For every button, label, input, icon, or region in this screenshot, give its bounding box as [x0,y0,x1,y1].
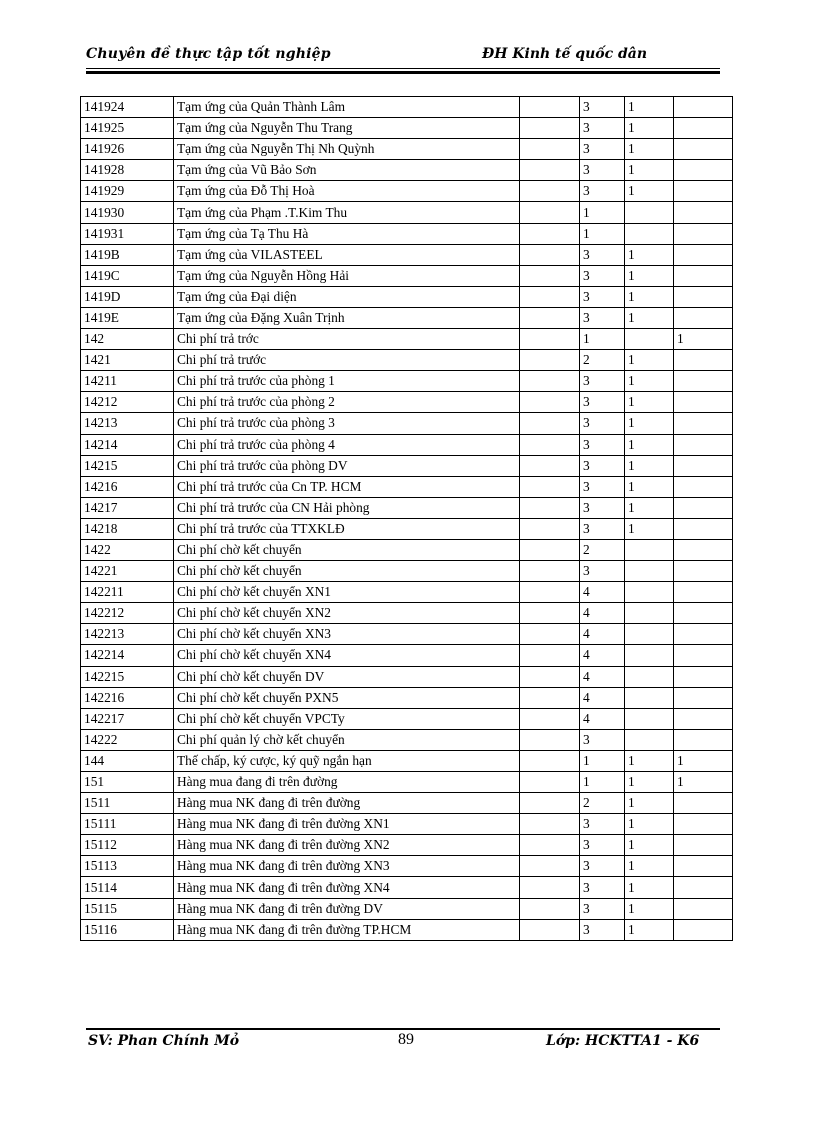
blank-cell-cell [520,118,580,139]
flag-a-cell: 1 [625,392,674,413]
table-row [81,877,733,898]
flag-a-cell [625,202,674,223]
account-name-cell: Chi phí trả trước của phòng 1 [174,371,520,392]
flag-b-cell [674,856,733,877]
blank-cell-cell [520,371,580,392]
flag-b-cell [674,476,733,497]
header-rule [86,68,720,69]
flag-a-cell [625,561,674,582]
flag-b-cell [674,898,733,919]
flag-a-cell [625,687,674,708]
flag-a-cell: 1 [625,434,674,455]
flag-a-cell: 1 [625,286,674,307]
blank-cell-cell [520,645,580,666]
account-table-wrapper [80,96,733,941]
account-code-cell: 142212 [81,603,174,624]
flag-b-cell [674,181,733,202]
account-name-cell: Hàng mua NK đang đi trên đường TP.HCM [174,919,520,940]
flag-b-cell [674,687,733,708]
account-level-cell: 3 [580,434,625,455]
flag-b-cell [674,371,733,392]
blank-cell-cell [520,265,580,286]
footer-student-name: SV: Phan Chính Mỏ [88,1033,240,1049]
flag-a-cell: 1 [625,814,674,835]
blank-cell-cell [520,666,580,687]
flag-a-cell: 1 [625,307,674,328]
table-row [81,919,733,940]
flag-a-cell: 1 [625,750,674,771]
account-level-cell: 3 [580,898,625,919]
account-level-cell: 3 [580,181,625,202]
flag-a-cell [625,582,674,603]
blank-cell-cell [520,582,580,603]
blank-cell-cell [520,814,580,835]
account-code-cell: 15111 [81,814,174,835]
flag-b-cell [674,603,733,624]
account-name-cell: Chi phí trả trước của Cn TP. HCM [174,476,520,497]
account-level-cell: 1 [580,772,625,793]
account-level-cell: 4 [580,708,625,729]
account-code-cell: 141930 [81,202,174,223]
account-code-cell: 144 [81,750,174,771]
table-row [81,729,733,750]
blank-cell-cell [520,518,580,539]
account-code-cell: 142213 [81,624,174,645]
account-level-cell: 3 [580,286,625,307]
flag-b-cell [674,624,733,645]
flag-a-cell: 1 [625,856,674,877]
account-name-cell: Chi phí chờ kết chuyển XN4 [174,645,520,666]
flag-a-cell: 1 [625,350,674,371]
account-name-cell: Tạm ứng của VILASTEEL [174,244,520,265]
account-name-cell: Tạm ứng của Phạm .T.Kim Thu [174,202,520,223]
table-row [81,518,733,539]
account-code-cell: 14216 [81,476,174,497]
account-level-cell: 4 [580,582,625,603]
flag-a-cell: 1 [625,772,674,793]
footer-rule [86,1028,720,1030]
account-code-cell: 14218 [81,518,174,539]
blank-cell-cell [520,413,580,434]
account-code-cell: 15112 [81,835,174,856]
blank-cell-cell [520,160,580,181]
account-name-cell: Chi phí chờ kết chuyển [174,561,520,582]
account-name-cell: Hàng mua NK đang đi trên đường DV [174,898,520,919]
account-level-cell: 3 [580,877,625,898]
account-name-cell: Chi phí chờ kết chuyển VPCTy [174,708,520,729]
account-code-cell: 141929 [81,181,174,202]
account-level-cell: 2 [580,793,625,814]
account-name-cell: Hàng mua NK đang đi trên đường XN2 [174,835,520,856]
flag-a-cell [625,329,674,350]
flag-b-cell [674,919,733,940]
account-level-cell: 3 [580,371,625,392]
flag-b-cell [674,645,733,666]
account-name-cell: Tạm ứng của Đặng Xuân Trịnh [174,307,520,328]
account-code-cell: 14213 [81,413,174,434]
flag-b-cell [674,518,733,539]
account-code-cell: 14222 [81,729,174,750]
flag-b-cell [674,497,733,518]
flag-b-cell [674,539,733,560]
table-row [81,329,733,350]
account-code-cell: 1511 [81,793,174,814]
blank-cell-cell [520,497,580,518]
flag-b-cell [674,434,733,455]
blank-cell-cell [520,624,580,645]
flag-a-cell: 1 [625,181,674,202]
table-row [81,139,733,160]
account-code-cell: 141926 [81,139,174,160]
blank-cell-cell [520,919,580,940]
account-code-cell: 141928 [81,160,174,181]
account-level-cell: 3 [580,413,625,434]
account-level-cell: 3 [580,244,625,265]
blank-cell-cell [520,561,580,582]
flag-a-cell [625,666,674,687]
blank-cell-cell [520,898,580,919]
flag-b-cell [674,392,733,413]
flag-a-cell: 1 [625,919,674,940]
account-level-cell: 3 [580,919,625,940]
account-level-cell: 4 [580,624,625,645]
table-row [81,265,733,286]
account-name-cell: Tạm ứng của Vũ Bảo Sơn [174,160,520,181]
account-level-cell: 4 [580,603,625,624]
table-row [81,181,733,202]
flag-a-cell [625,708,674,729]
header-thesis-title: Chuyên đề thực tập tốt nghiệp [86,46,331,62]
account-name-cell: Hàng mua NK đang đi trên đường XN3 [174,856,520,877]
account-code-cell: 141931 [81,223,174,244]
flag-b-cell [674,561,733,582]
account-code-cell: 142216 [81,687,174,708]
flag-a-cell: 1 [625,371,674,392]
header-university: ĐH Kinh tế quốc dân [482,46,648,62]
flag-b-cell [674,455,733,476]
account-name-cell: Chi phí trả trước [174,350,520,371]
account-code-cell: 15116 [81,919,174,940]
flag-a-cell: 1 [625,265,674,286]
account-level-cell: 3 [580,814,625,835]
account-code-cell: 14211 [81,371,174,392]
blank-cell-cell [520,181,580,202]
blank-cell-cell [520,729,580,750]
blank-cell-cell [520,877,580,898]
flag-a-cell: 1 [625,835,674,856]
account-code-cell: 1422 [81,539,174,560]
table-row [81,856,733,877]
table-row [81,603,733,624]
table-row [81,350,733,371]
footer-class: Lớp: HCKTTA1 - K6 [546,1033,700,1049]
flag-b-cell: 1 [674,772,733,793]
flag-a-cell: 1 [625,898,674,919]
blank-cell-cell [520,392,580,413]
account-level-cell: 3 [580,729,625,750]
blank-cell-cell [520,708,580,729]
flag-a-cell [625,603,674,624]
account-level-cell: 3 [580,97,625,118]
account-level-cell: 1 [580,202,625,223]
page-number: 89 [398,1031,414,1048]
blank-cell-cell [520,97,580,118]
account-level-cell: 3 [580,497,625,518]
table-row [81,202,733,223]
account-level-cell: 3 [580,118,625,139]
blank-cell-cell [520,539,580,560]
account-level-cell: 1 [580,223,625,244]
blank-cell-cell [520,793,580,814]
blank-cell-cell [520,772,580,793]
flag-b-cell [674,350,733,371]
account-name-cell: Chi phí chờ kết chuyển XN1 [174,582,520,603]
blank-cell-cell [520,603,580,624]
account-code-cell: 14217 [81,497,174,518]
account-code-cell: 142214 [81,645,174,666]
flag-a-cell [625,645,674,666]
account-code-cell: 14214 [81,434,174,455]
account-name-cell: Thế chấp, ký cược, ký quỹ ngắn hạn [174,750,520,771]
account-code-cell: 14212 [81,392,174,413]
table-row [81,97,733,118]
flag-a-cell: 1 [625,139,674,160]
table-row [81,814,733,835]
account-name-cell: Tạm ứng của Quản Thành Lâm [174,97,520,118]
flag-b-cell [674,307,733,328]
account-code-cell: 142211 [81,582,174,603]
account-code-cell: 1419C [81,265,174,286]
blank-cell-cell [520,750,580,771]
flag-b-cell: 1 [674,329,733,350]
flag-b-cell [674,793,733,814]
flag-b-cell [674,666,733,687]
table-row [81,413,733,434]
account-code-cell: 151 [81,772,174,793]
account-name-cell: Chi phí quản lý chờ kết chuyển [174,729,520,750]
table-row [81,455,733,476]
account-level-cell: 3 [580,835,625,856]
account-name-cell: Chi phí trả trước của phòng DV [174,455,520,476]
account-name-cell: Chi phí chờ kết chuyển DV [174,666,520,687]
account-name-cell: Tạm ứng của Nguyễn Thu Trang [174,118,520,139]
flag-b-cell [674,265,733,286]
table-row [81,434,733,455]
header-rule-thick [86,71,720,74]
account-code-cell: 141924 [81,97,174,118]
account-name-cell: Tạm ứng của Nguyễn Hồng Hải [174,265,520,286]
account-name-cell: Chi phí trả trước của phòng 4 [174,434,520,455]
table-row [81,582,733,603]
blank-cell-cell [520,476,580,497]
flag-b-cell [674,708,733,729]
flag-a-cell [625,539,674,560]
account-name-cell: Hàng mua đang đi trên đường [174,772,520,793]
table-row [81,898,733,919]
account-level-cell: 3 [580,476,625,497]
account-code-cell: 1419B [81,244,174,265]
table-row [81,793,733,814]
flag-a-cell: 1 [625,793,674,814]
account-level-cell: 2 [580,350,625,371]
account-name-cell: Chi phí trả trước của phòng 3 [174,413,520,434]
blank-cell-cell [520,286,580,307]
blank-cell-cell [520,856,580,877]
account-level-cell: 3 [580,856,625,877]
account-level-cell: 4 [580,645,625,666]
table-row [81,371,733,392]
flag-a-cell [625,624,674,645]
account-code-cell: 142215 [81,666,174,687]
table-row [81,476,733,497]
account-level-cell: 1 [580,329,625,350]
flag-b-cell [674,729,733,750]
account-name-cell: Chi phí chờ kết chuyển XN3 [174,624,520,645]
flag-b-cell [674,814,733,835]
account-table [80,96,733,941]
account-name-cell: Chi phí trả trớc [174,329,520,350]
account-name-cell: Hàng mua NK đang đi trên đường [174,793,520,814]
account-name-cell: Chi phí chờ kết chuyển [174,539,520,560]
flag-b-cell [674,286,733,307]
flag-a-cell: 1 [625,244,674,265]
account-name-cell: Chi phí chờ kết chuyển XN2 [174,603,520,624]
account-level-cell: 3 [580,518,625,539]
flag-b-cell [674,139,733,160]
flag-a-cell [625,223,674,244]
flag-b-cell [674,118,733,139]
flag-a-cell: 1 [625,497,674,518]
table-row [81,160,733,181]
account-level-cell: 3 [580,561,625,582]
account-level-cell: 4 [580,666,625,687]
flag-b-cell [674,97,733,118]
flag-b-cell [674,223,733,244]
blank-cell-cell [520,434,580,455]
account-name-cell: Hàng mua NK đang đi trên đường XN1 [174,814,520,835]
table-row [81,307,733,328]
blank-cell-cell [520,329,580,350]
table-row [81,118,733,139]
flag-b-cell: 1 [674,750,733,771]
account-level-cell: 3 [580,307,625,328]
account-name-cell: Chi phí trả trước của TTXKLĐ [174,518,520,539]
account-code-cell: 1419D [81,286,174,307]
table-row [81,687,733,708]
table-row [81,750,733,771]
flag-b-cell [674,582,733,603]
account-level-cell: 4 [580,687,625,708]
account-level-cell: 2 [580,539,625,560]
account-level-cell: 3 [580,160,625,181]
blank-cell-cell [520,455,580,476]
table-row [81,666,733,687]
table-row [81,244,733,265]
account-code-cell: 14215 [81,455,174,476]
flag-a-cell: 1 [625,455,674,476]
blank-cell-cell [520,202,580,223]
blank-cell-cell [520,223,580,244]
blank-cell-cell [520,307,580,328]
account-level-cell: 3 [580,455,625,476]
account-name-cell: Chi phí trả trước của CN Hải phòng [174,497,520,518]
table-row [81,539,733,560]
flag-a-cell [625,729,674,750]
table-row [81,286,733,307]
flag-b-cell [674,877,733,898]
account-code-cell: 1421 [81,350,174,371]
account-level-cell: 3 [580,265,625,286]
table-row [81,392,733,413]
account-code-cell: 142217 [81,708,174,729]
table-row [81,708,733,729]
account-name-cell: Tạm ứng của Nguyễn Thị Nh Quỳnh [174,139,520,160]
table-row [81,772,733,793]
flag-b-cell [674,202,733,223]
blank-cell-cell [520,244,580,265]
flag-b-cell [674,835,733,856]
flag-b-cell [674,160,733,181]
blank-cell-cell [520,350,580,371]
account-code-cell: 142 [81,329,174,350]
flag-a-cell: 1 [625,118,674,139]
account-code-cell: 15113 [81,856,174,877]
flag-a-cell: 1 [625,413,674,434]
account-level-cell: 3 [580,139,625,160]
table-row [81,835,733,856]
account-name-cell: Chi phí chờ kết chuyển PXN5 [174,687,520,708]
flag-a-cell: 1 [625,476,674,497]
account-level-cell: 3 [580,392,625,413]
account-name-cell: Hàng mua NK đang đi trên đường XN4 [174,877,520,898]
account-name-cell: Tạm ứng của Tạ Thu Hà [174,223,520,244]
flag-b-cell [674,413,733,434]
table-row [81,645,733,666]
account-code-cell: 15115 [81,898,174,919]
table-row [81,561,733,582]
account-level-cell: 1 [580,750,625,771]
table-row [81,624,733,645]
flag-a-cell: 1 [625,877,674,898]
flag-a-cell: 1 [625,518,674,539]
account-code-cell: 141925 [81,118,174,139]
account-code-cell: 14221 [81,561,174,582]
blank-cell-cell [520,835,580,856]
table-row [81,223,733,244]
blank-cell-cell [520,139,580,160]
account-name-cell: Tạm ứng của Đỗ Thị Hoà [174,181,520,202]
account-table-body [81,97,733,941]
table-row [81,497,733,518]
page-header [86,46,720,68]
account-code-cell: 1419E [81,307,174,328]
flag-a-cell: 1 [625,97,674,118]
account-name-cell: Tạm ứng của Đại diện [174,286,520,307]
flag-a-cell: 1 [625,160,674,181]
account-name-cell: Chi phí trả trước của phòng 2 [174,392,520,413]
flag-b-cell [674,244,733,265]
blank-cell-cell [520,687,580,708]
account-code-cell: 15114 [81,877,174,898]
